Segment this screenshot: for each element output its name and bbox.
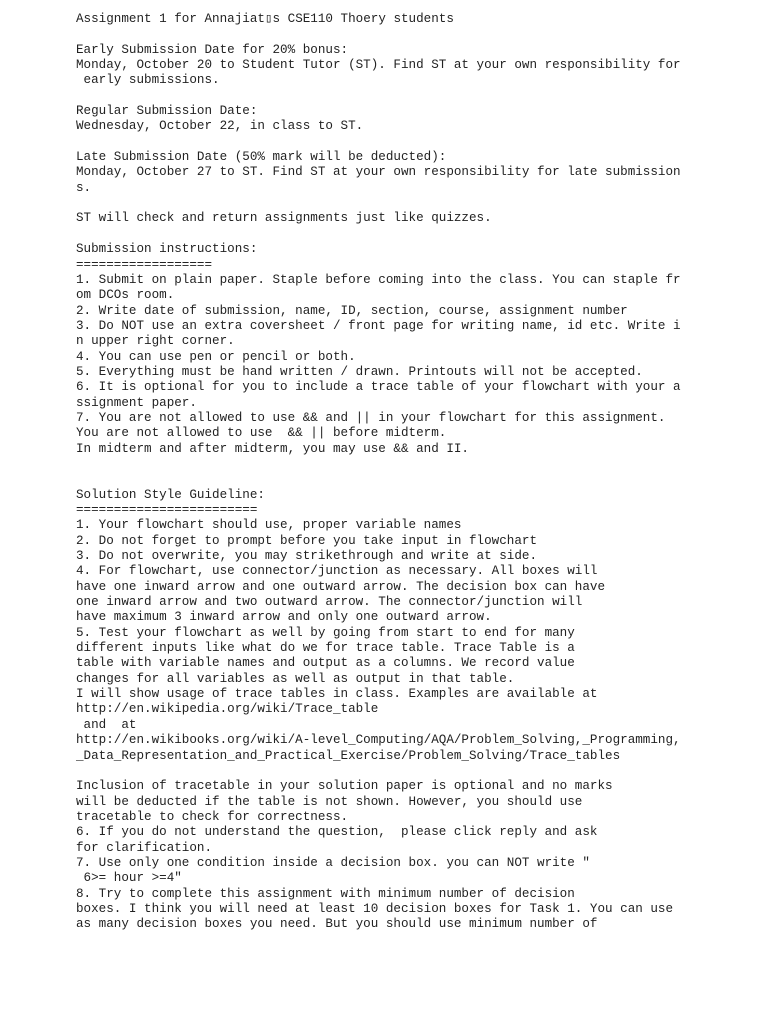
text-line: 4. For flowchart, use connector/junction as necessary. All boxes will	[76, 564, 598, 579]
text-line: 7. You are not allowed to use && and || in your flowchart for this assignment.	[76, 410, 666, 425]
text-line: and at	[76, 717, 137, 732]
text-line: one inward arrow and two outward arrow. The connector/junction will	[76, 595, 583, 610]
text-line	[76, 135, 756, 150]
text-line	[76, 27, 756, 42]
text-line: 2. Write date of submission, name, ID, section, course, assignment number	[76, 303, 628, 318]
text-line: s.	[76, 180, 92, 195]
text-line: 1. Your flowchart should use, proper variable names	[76, 518, 462, 533]
text-line: have maximum 3 inward arrow and only one outward arrow.	[76, 610, 492, 625]
text-line: 3. Do not overwrite, you may strikethrough and write at side.	[76, 549, 538, 564]
text-line: Wednesday, October 22, in class to ST.	[76, 119, 364, 134]
text-line: Monday, October 27 to ST. Find ST at your own responsibility for late submission	[76, 165, 681, 180]
text-line: ==================	[76, 257, 213, 272]
text-line: Regular Submission Date:	[76, 104, 258, 119]
text-line: 5. Everything must be hand written / drawn. Printouts will not be accepted.	[76, 364, 643, 379]
text-line: will be deducted if the table is not shown. However, you should use	[76, 794, 583, 809]
text-line: _Data_Representation_and_Practical_Exercise/Problem_Solving/Trace_tables	[76, 748, 621, 763]
text-line: Early Submission Date for 20% bonus:	[76, 42, 349, 57]
text-line: different inputs like what do we for trace table. Trace Table is a	[76, 641, 575, 656]
text-line	[76, 89, 756, 104]
text-line: ssignment paper.	[76, 395, 197, 410]
text-line: Inclusion of tracetable in your solution paper is optional and no marks	[76, 779, 613, 794]
text-line: 2. Do not forget to prompt before you take input in flowchart	[76, 533, 538, 548]
text-line: early submissions.	[76, 73, 220, 88]
text-line: 4. You can use pen or pencil or both.	[76, 349, 356, 364]
text-line: 6. If you do not understand the question, please click reply and ask	[76, 825, 598, 840]
text-line: http://en.wikipedia.org/wiki/Trace_table	[76, 702, 379, 717]
text-line: for clarification.	[76, 840, 213, 855]
text-line	[76, 457, 756, 472]
text-line: as many decision boxes you need. But you should use minimum number of	[76, 917, 598, 932]
text-line: Assignment 1 for Annajiat▯s CSE110 Thoery students	[76, 12, 454, 26]
text-line: om DCOs room.	[76, 288, 175, 303]
text-line: I will show usage of trace tables in class. Examples are available at	[76, 687, 598, 702]
text-line	[76, 472, 756, 487]
text-line: http://en.wikibooks.org/wiki/A-level_Computing/AQA/Problem_Solving,_Programming,	[76, 733, 681, 748]
text-line: changes for all variables as well as output in that table.	[76, 671, 515, 686]
text-line: 6>= hour >=4"	[76, 871, 182, 886]
text-line: 3. Do NOT use an extra coversheet / front page for writing name, id etc. Write i	[76, 318, 681, 333]
text-line	[76, 196, 756, 211]
text-line: ========================	[76, 503, 258, 517]
text-line: 6. It is optional for you to include a trace table of your flowchart with your a	[76, 380, 681, 395]
text-line: have one inward arrow and one outward arrow. The decision box can have	[76, 579, 606, 594]
text-line: 8. Try to complete this assignment with minimum number of decision	[76, 886, 575, 901]
text-line: table with variable names and output as a columns. We record value	[76, 656, 575, 671]
text-line: ST will check and return assignments just like quizzes.	[76, 211, 492, 226]
text-line: n upper right corner.	[76, 334, 235, 349]
text-line: boxes. I think you will need at least 10 decision boxes for Task 1. You can use	[76, 901, 674, 916]
text-line: 5. Test your flowchart as well by going from start to end for many	[76, 625, 575, 640]
document-text	[76, 12, 756, 933]
text-line	[76, 227, 756, 242]
text-line: 7. Use only one condition inside a decision box. you can NOT write "	[76, 855, 590, 870]
text-line: tracetable to check for correctness.	[76, 809, 349, 824]
text-line: Monday, October 20 to Student Tutor (ST). Find ST at your own responsibility for	[76, 58, 681, 73]
text-line: 1. Submit on plain paper. Staple before coming into the class. You can staple fr	[76, 272, 681, 287]
text-line: In midterm and after midterm, you may use && and II.	[76, 441, 469, 456]
text-line	[76, 764, 756, 779]
text-line: Submission instructions:	[76, 242, 258, 257]
text-line: Late Submission Date (50% mark will be deducted):	[76, 150, 447, 165]
text-line: Solution Style Guideline:	[76, 487, 265, 502]
text-line: You are not allowed to use && || before midterm.	[76, 426, 447, 441]
